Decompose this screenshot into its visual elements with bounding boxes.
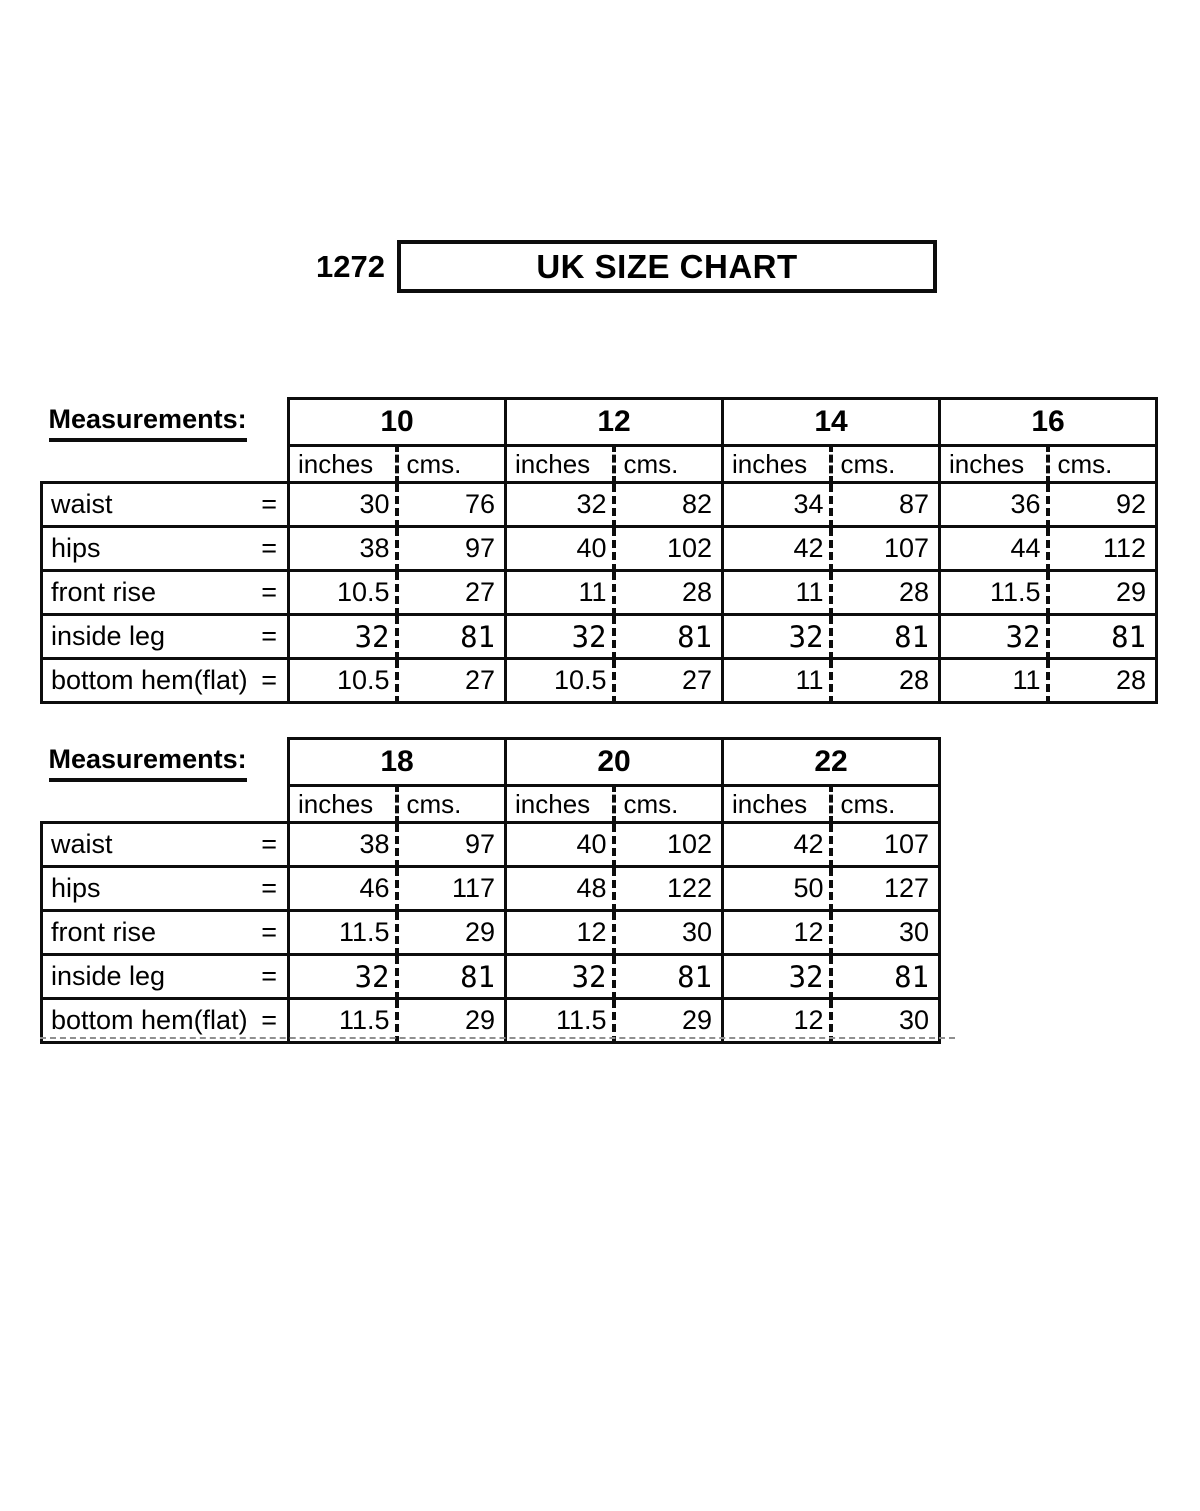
value-inches: 50 bbox=[723, 867, 831, 911]
row-label-cell bbox=[42, 615, 289, 659]
row-label: front rise bbox=[51, 577, 157, 607]
table-row bbox=[42, 739, 940, 786]
measurements-label: Measurements: bbox=[49, 404, 247, 442]
value-inches: 10.5 bbox=[289, 659, 397, 703]
value-inches: 32 bbox=[506, 483, 614, 527]
equals-sign: = bbox=[261, 665, 277, 695]
unit-header-cms: cms. bbox=[614, 786, 723, 823]
table-row bbox=[42, 483, 1157, 527]
row-label-cell bbox=[42, 571, 289, 615]
equals-sign: = bbox=[261, 489, 277, 519]
value-cms: 81 bbox=[831, 955, 940, 999]
value-inches: 38 bbox=[289, 823, 397, 867]
value-cms: 81 bbox=[1048, 615, 1157, 659]
table-row bbox=[42, 615, 1157, 659]
value-inches: 11.5 bbox=[289, 999, 397, 1043]
size-table-18-22 bbox=[40, 737, 941, 1044]
table-row bbox=[42, 955, 940, 999]
equals-sign: = bbox=[261, 1005, 277, 1035]
equals-sign: = bbox=[261, 577, 277, 607]
equals-sign: = bbox=[261, 829, 277, 859]
row-label: bottom hem(flat) bbox=[51, 1005, 248, 1035]
unit-header-inches: inches bbox=[723, 446, 831, 483]
value-cms: 30 bbox=[831, 999, 940, 1043]
size-table-10-16 bbox=[40, 397, 1158, 704]
measurements-cell bbox=[42, 739, 289, 823]
value-cms: 28 bbox=[831, 571, 940, 615]
row-label-cell bbox=[42, 867, 289, 911]
equals-sign: = bbox=[261, 533, 277, 563]
value-cms: 97 bbox=[397, 527, 506, 571]
size-column-header: 22 bbox=[723, 739, 940, 786]
value-cms: 107 bbox=[831, 823, 940, 867]
value-inches: 30 bbox=[289, 483, 397, 527]
title-box bbox=[397, 240, 937, 293]
measurements-cell bbox=[42, 399, 289, 483]
value-cms: 81 bbox=[397, 615, 506, 659]
row-label: waist bbox=[51, 829, 113, 859]
size-column-header: 18 bbox=[289, 739, 506, 786]
table-row bbox=[42, 999, 940, 1043]
unit-header-cms: cms. bbox=[831, 786, 940, 823]
table-row bbox=[42, 399, 1157, 446]
value-inches: 36 bbox=[940, 483, 1048, 527]
row-label-cell bbox=[42, 911, 289, 955]
size-column-header: 10 bbox=[289, 399, 506, 446]
value-inches: 32 bbox=[723, 955, 831, 999]
value-inches: 32 bbox=[289, 615, 397, 659]
value-inches: 11 bbox=[723, 571, 831, 615]
value-inches: 46 bbox=[289, 867, 397, 911]
value-cms: 27 bbox=[614, 659, 723, 703]
value-inches: 11.5 bbox=[940, 571, 1048, 615]
table-row bbox=[42, 571, 1157, 615]
value-inches: 44 bbox=[940, 527, 1048, 571]
value-inches: 11 bbox=[940, 659, 1048, 703]
value-inches: 42 bbox=[723, 527, 831, 571]
value-cms: 29 bbox=[397, 999, 506, 1043]
unit-header-cms: cms. bbox=[831, 446, 940, 483]
unit-header-inches: inches bbox=[506, 446, 614, 483]
row-label-cell bbox=[42, 659, 289, 703]
unit-header-inches: inches bbox=[723, 786, 831, 823]
value-cms: 30 bbox=[614, 911, 723, 955]
size-column-header: 16 bbox=[940, 399, 1157, 446]
value-inches: 32 bbox=[506, 955, 614, 999]
equals-sign: = bbox=[261, 917, 277, 947]
value-inches: 48 bbox=[506, 867, 614, 911]
value-inches: 11.5 bbox=[289, 911, 397, 955]
value-cms: 29 bbox=[397, 911, 506, 955]
unit-header-cms: cms. bbox=[397, 446, 506, 483]
value-cms: 81 bbox=[831, 615, 940, 659]
unit-header-inches: inches bbox=[940, 446, 1048, 483]
row-label: waist bbox=[51, 489, 113, 519]
table-row bbox=[42, 867, 940, 911]
value-cms: 97 bbox=[397, 823, 506, 867]
value-inches: 34 bbox=[723, 483, 831, 527]
value-cms: 112 bbox=[1048, 527, 1157, 571]
value-cms: 30 bbox=[831, 911, 940, 955]
page-title: UK SIZE CHART bbox=[536, 247, 798, 285]
row-label: hips bbox=[51, 873, 101, 903]
value-inches: 12 bbox=[723, 999, 831, 1043]
value-cms: 127 bbox=[831, 867, 940, 911]
value-cms: 29 bbox=[1048, 571, 1157, 615]
value-inches: 32 bbox=[940, 615, 1048, 659]
value-inches: 11 bbox=[506, 571, 614, 615]
value-cms: 28 bbox=[614, 571, 723, 615]
value-cms: 87 bbox=[831, 483, 940, 527]
value-inches: 10.5 bbox=[506, 659, 614, 703]
value-cms: 117 bbox=[397, 867, 506, 911]
page-break-line bbox=[40, 1037, 955, 1039]
size-column-header: 14 bbox=[723, 399, 940, 446]
table-row bbox=[42, 823, 940, 867]
value-cms: 81 bbox=[614, 615, 723, 659]
value-cms: 28 bbox=[831, 659, 940, 703]
value-inches: 40 bbox=[506, 823, 614, 867]
value-cms: 76 bbox=[397, 483, 506, 527]
value-inches: 10.5 bbox=[289, 571, 397, 615]
row-label-cell bbox=[42, 955, 289, 999]
value-cms: 102 bbox=[614, 823, 723, 867]
table-row bbox=[42, 527, 1157, 571]
row-label: inside leg bbox=[51, 961, 166, 991]
value-inches: 32 bbox=[289, 955, 397, 999]
row-label-cell bbox=[42, 999, 289, 1043]
measurements-label: Measurements: bbox=[49, 744, 247, 782]
table-row bbox=[42, 911, 940, 955]
value-cms: 27 bbox=[397, 571, 506, 615]
row-label-cell bbox=[42, 483, 289, 527]
unit-header-cms: cms. bbox=[614, 446, 723, 483]
equals-sign: = bbox=[261, 873, 277, 903]
value-cms: 82 bbox=[614, 483, 723, 527]
equals-sign: = bbox=[261, 961, 277, 991]
row-label-cell bbox=[42, 527, 289, 571]
equals-sign: = bbox=[261, 621, 277, 651]
row-label: inside leg bbox=[51, 621, 166, 651]
value-cms: 107 bbox=[831, 527, 940, 571]
value-inches: 11.5 bbox=[506, 999, 614, 1043]
size-column-header: 20 bbox=[506, 739, 723, 786]
unit-header-cms: cms. bbox=[397, 786, 506, 823]
value-inches: 11 bbox=[723, 659, 831, 703]
row-label: front rise bbox=[51, 917, 157, 947]
value-cms: 102 bbox=[614, 527, 723, 571]
value-cms: 81 bbox=[614, 955, 723, 999]
table-row bbox=[42, 659, 1157, 703]
value-cms: 122 bbox=[614, 867, 723, 911]
row-label: hips bbox=[51, 533, 101, 563]
style-code: 1272 bbox=[316, 249, 385, 284]
row-label-cell bbox=[42, 823, 289, 867]
value-cms: 92 bbox=[1048, 483, 1157, 527]
unit-header-cms: cms. bbox=[1048, 446, 1157, 483]
value-cms: 29 bbox=[614, 999, 723, 1043]
value-inches: 12 bbox=[723, 911, 831, 955]
unit-header-inches: inches bbox=[506, 786, 614, 823]
value-inches: 32 bbox=[506, 615, 614, 659]
value-cms: 28 bbox=[1048, 659, 1157, 703]
unit-header-inches: inches bbox=[289, 446, 397, 483]
value-inches: 40 bbox=[506, 527, 614, 571]
value-inches: 42 bbox=[723, 823, 831, 867]
row-label: bottom hem(flat) bbox=[51, 665, 248, 695]
value-cms: 27 bbox=[397, 659, 506, 703]
unit-header-inches: inches bbox=[289, 786, 397, 823]
size-column-header: 12 bbox=[506, 399, 723, 446]
value-inches: 32 bbox=[723, 615, 831, 659]
value-cms: 81 bbox=[397, 955, 506, 999]
value-inches: 38 bbox=[289, 527, 397, 571]
value-inches: 12 bbox=[506, 911, 614, 955]
